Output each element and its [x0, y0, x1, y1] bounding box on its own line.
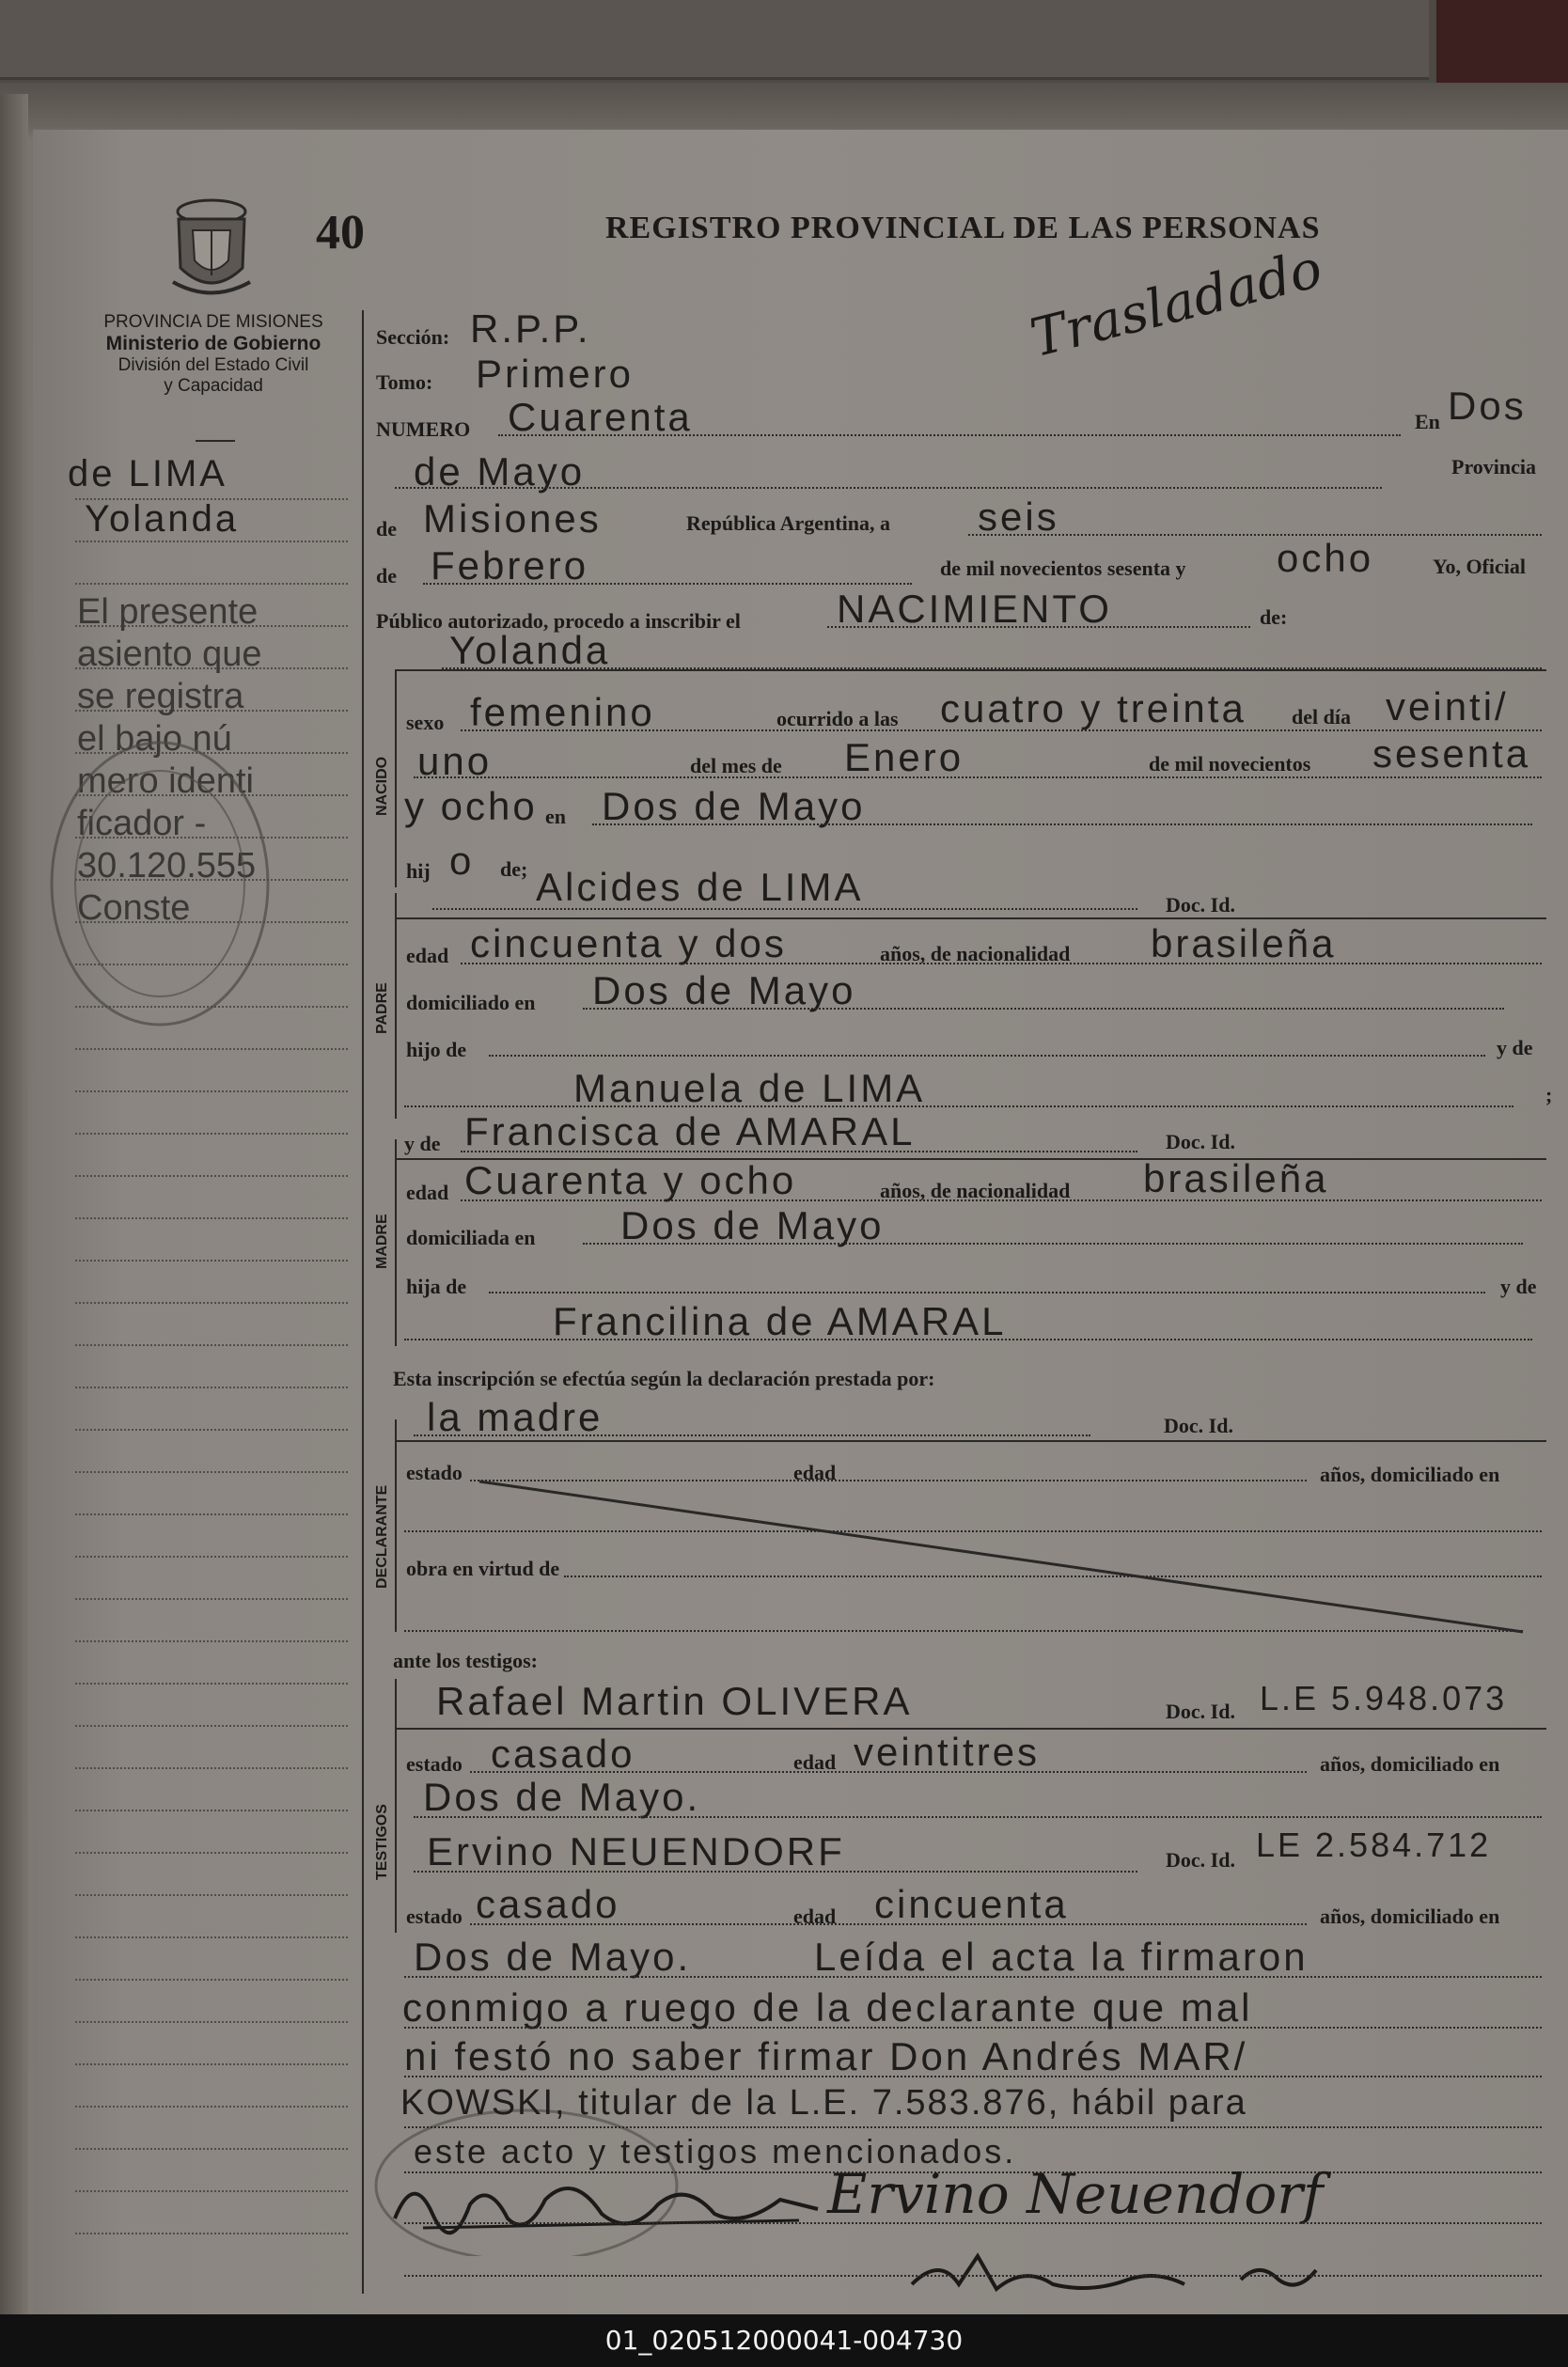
column-rule — [362, 310, 364, 2294]
bottom-line — [404, 2275, 1542, 2277]
coat-of-arms-icon — [160, 193, 263, 306]
declarante-doc-label: Doc. Id. — [1164, 1414, 1233, 1437]
testigo1-name: Rafael Martin OLIVERA — [436, 1679, 913, 1723]
madre-box-left — [395, 1139, 397, 1346]
testigo1-estado-label: estado — [406, 1752, 463, 1776]
signature-line — [404, 2222, 1542, 2224]
month-value: Febrero — [431, 543, 589, 588]
declarante-box-top — [395, 1440, 1546, 1442]
issuer-block — [58, 312, 368, 397]
testigo2-doc-value: LE 2.584.712 — [1256, 1826, 1492, 1864]
madre-name-line — [461, 1151, 1137, 1152]
margin-note-line: El presente — [77, 592, 259, 632]
seccion-label: Sección: — [376, 325, 450, 349]
padre-edad-line — [461, 963, 1542, 964]
lugar-value: Dos de Mayo — [602, 784, 866, 828]
nacido-year-value-2: y ocho — [404, 784, 538, 828]
margin-note-line: mero identi — [77, 761, 254, 801]
declarante-intro-label: Esta inscripción se efectúa según la declaración prestada por: — [393, 1367, 935, 1390]
dia-line — [414, 776, 1542, 778]
oficial-label: Yo, Oficial — [1433, 555, 1526, 578]
padre-domicilio-line — [583, 1008, 1504, 1010]
padre-edad-label: edad — [406, 944, 449, 967]
madre-hija-line — [489, 1292, 1485, 1293]
nacido-box-top — [395, 669, 1546, 671]
nacido-section-label: NACIDO — [374, 756, 390, 816]
seccion-value: R.P.P. — [470, 306, 591, 351]
de-colon-label: de: — [1260, 605, 1288, 629]
sexo-value: femenino — [470, 690, 655, 734]
closing-rule-1 — [404, 1976, 1542, 1978]
testigos-section-label: TESTIGOS — [374, 1804, 390, 1880]
testigo2-estado-label: estado — [406, 1905, 463, 1928]
margin-name: Yolanda — [85, 498, 240, 540]
provincia-label: Provincia — [1451, 455, 1537, 478]
closing-line-3: ni festó no saber firmar Don Andrés MAR/ — [404, 2034, 1248, 2078]
day-line — [968, 534, 1542, 536]
tomo-value: Primero — [476, 352, 635, 396]
ocurrido-label: ocurrido a las — [776, 707, 899, 730]
closing-rule-3 — [404, 2076, 1542, 2077]
book-top-edge — [0, 0, 1568, 83]
month-line — [423, 583, 912, 585]
act-value: NACIMIENTO — [837, 587, 1112, 631]
dia-value-2: uno — [417, 739, 493, 783]
numero-label: NUMERO — [376, 417, 471, 441]
child-name: Yolanda — [449, 628, 611, 672]
dia-label: del día — [1292, 705, 1351, 729]
margin-note-line: el bajo nú — [77, 719, 232, 759]
closing-rule-2 — [404, 2027, 1542, 2029]
publico-label: Público autorizado, procedo a inscribir el — [376, 609, 741, 633]
book-binding — [0, 94, 28, 2314]
declarante-value-line — [414, 1434, 1090, 1436]
padre-hijo-line — [489, 1055, 1485, 1057]
transfer-stamp: Trasladado — [1025, 238, 1328, 370]
padre-section-label: PADRE — [374, 982, 390, 1034]
folio-number: 40 — [316, 206, 365, 259]
en-label: En — [1415, 410, 1440, 433]
provincia-value: Misiones — [423, 496, 602, 541]
madre-edad-label: edad — [406, 1181, 449, 1204]
de-label-2: de — [376, 564, 397, 588]
republica-label: República Argentina, a — [686, 511, 890, 535]
padre-domicilio-value: Dos de Mayo — [592, 968, 856, 1012]
madre-domicilio-value: Dos de Mayo — [620, 1203, 885, 1247]
padre-name: Alcides de LIMA — [536, 865, 864, 909]
testigo2-edad-value: cincuenta — [874, 1882, 1069, 1926]
padre-edad-value: cincuenta y dos — [470, 921, 787, 965]
declarante-obra-label: obra en virtud de — [406, 1557, 560, 1580]
signature-registrar — [385, 2162, 837, 2247]
madre-nacionalidad-value: brasileña — [1143, 1156, 1329, 1200]
padre-box-left — [395, 893, 397, 1119]
round-seal-icon — [38, 733, 282, 1043]
closing-line-2: conmigo a ruego de la declarante que mal — [402, 1985, 1253, 2030]
hora-value: cuatro y treinta — [940, 686, 1247, 730]
madre-yde2-label: y de — [1500, 1275, 1537, 1298]
year-label: de mil novecientos sesenta y — [940, 556, 1186, 580]
padre-yde-label: y de — [1497, 1036, 1533, 1059]
dia-value-1: veinti/ — [1386, 684, 1509, 729]
testigo2-doc-label: Doc. Id. — [1166, 1848, 1235, 1872]
testigo1-edad-label: edad — [793, 1750, 837, 1774]
margin-note-line: ficador - — [77, 804, 207, 843]
testigos-intro-label: ante los testigos: — [393, 1649, 538, 1672]
nacido-year-label: de mil novecientos — [1149, 752, 1311, 776]
madre-domicilio-line — [583, 1243, 1523, 1245]
de-semicolon-label: de; — [500, 857, 528, 881]
nacido-box-left — [395, 669, 397, 887]
testigo2-name: Ervino NEUENDORF — [427, 1829, 845, 1873]
padre-parent-line — [404, 1105, 1513, 1107]
padre-hijo-label: hijo de — [406, 1038, 467, 1061]
testigo2-estado-value: casado — [476, 1882, 620, 1926]
padre-semicolon: ; — [1545, 1083, 1553, 1106]
testigo2-domicilio-value: Dos de Mayo. — [414, 1935, 692, 1979]
padre-domicilio-label: domiciliado en — [406, 991, 536, 1014]
declarante-edad-label: edad — [793, 1461, 837, 1484]
declarante-box-left — [395, 1419, 397, 1632]
margin-note-line: asiento que — [77, 635, 262, 674]
declarante-estado-label: estado — [406, 1461, 463, 1484]
madre-parent-line — [404, 1339, 1532, 1340]
testigo1-doc-label: Doc. Id. — [1166, 1700, 1235, 1723]
closing-rule-4 — [404, 2126, 1542, 2128]
closing-line-5: este acto y testigos mencionados. — [414, 2132, 1017, 2171]
issuer-divider — [196, 440, 235, 442]
testigo2-estado-line — [470, 1923, 1307, 1925]
mes-value: Enero — [844, 735, 964, 779]
madre-yde-label: y de — [404, 1132, 441, 1155]
issuer-capacity: y Capacidad — [164, 376, 263, 396]
lugar-line — [592, 823, 1532, 825]
place-line — [395, 487, 1382, 489]
en-label-2: en — [545, 805, 566, 828]
testigo2-name-line — [414, 1871, 1137, 1873]
padre-name-line — [432, 908, 1137, 910]
hij-value: o — [449, 839, 475, 883]
act-line — [827, 626, 1250, 628]
closing-line-1: Leída el acta la firmaron — [814, 1935, 1309, 1979]
issuer-province: PROVINCIA DE MISIONES — [103, 312, 323, 332]
year-value: ocho — [1277, 536, 1374, 580]
testigo1-doc-value: L.E 5.948.073 — [1260, 1679, 1508, 1717]
declarante-strike-line — [470, 1472, 1542, 1641]
de-label: de — [376, 517, 397, 541]
madre-hija-label: hija de — [406, 1275, 467, 1298]
madre-section-label: MADRE — [374, 1214, 390, 1269]
testigo1-estado-value: casado — [491, 1732, 635, 1776]
place-value-2: de Mayo — [414, 449, 586, 494]
nacido-year-value-1: sesenta — [1372, 731, 1531, 776]
hij-label: hij — [406, 859, 431, 883]
margin-note-line: 30.120.555 — [77, 846, 257, 886]
padre-nacionalidad-value: brasileña — [1151, 921, 1337, 965]
day-value: seis — [978, 494, 1059, 539]
madre-name: Francisca de AMARAL — [464, 1109, 916, 1153]
testigo2-edad-label: edad — [793, 1905, 837, 1928]
madre-domicilio-label: domiciliada en — [406, 1226, 536, 1249]
sexo-label: sexo — [406, 711, 445, 734]
mes-label: del mes de — [690, 754, 782, 777]
testigo1-domicilio-line — [414, 1816, 1542, 1818]
madre-nacionalidad-label: años, de nacionalidad — [880, 1179, 1071, 1202]
numero-line — [498, 434, 1401, 436]
declarante-domicilio-label: años, domiciliado en — [1320, 1463, 1500, 1486]
padre-nacionalidad-label: años, de nacionalidad — [880, 942, 1071, 965]
footer-caption: 01_020512000041-004730 — [0, 2314, 1568, 2367]
madre-parent-value: Francilina de AMARAL — [553, 1299, 1007, 1343]
numero-value: Cuarenta — [508, 395, 693, 439]
document-title: REGISTRO PROVINCIAL DE LAS PERSONAS — [605, 211, 1321, 245]
testigos-box-left — [395, 1679, 397, 1933]
testigo1-domicilio-label: años, domiciliado en — [1320, 1752, 1500, 1776]
signature-witness-2: Ervino Neuendorf — [827, 2162, 1324, 2226]
issuer-division: División del Estado Civil — [118, 355, 309, 375]
declarante-section-label: DECLARANTE — [374, 1484, 390, 1589]
testigo1-edad-value: veintitres — [854, 1730, 1041, 1774]
madre-doc-label: Doc. Id. — [1166, 1130, 1235, 1153]
place-value-1: Dos — [1448, 384, 1527, 428]
madre-edad-line — [461, 1199, 1542, 1201]
testigo1-domicilio-value: Dos de Mayo. — [423, 1775, 701, 1819]
testigo1-estado-line — [470, 1771, 1307, 1773]
closing-line-4: KOWSKI, titular de la L.E. 7.583.876, hábil para — [400, 2083, 1247, 2123]
margin-surname: de LIMA — [68, 453, 227, 494]
padre-doc-label: Doc. Id. — [1166, 893, 1235, 917]
padre-box-top — [395, 917, 1546, 919]
issuer-ministry: Ministerio de Gobierno — [105, 333, 321, 354]
testigo2-domicilio-label: años, domiciliado en — [1320, 1905, 1500, 1928]
margin-note-line: se registra — [77, 677, 244, 716]
madre-edad-value: Cuarenta y ocho — [464, 1158, 797, 1202]
tomo-label: Tomo: — [376, 370, 433, 394]
margin-note-line: Conste — [77, 888, 191, 928]
declarante-value: la madre — [427, 1395, 604, 1439]
padre-parent-value: Manuela de LIMA — [573, 1066, 926, 1110]
